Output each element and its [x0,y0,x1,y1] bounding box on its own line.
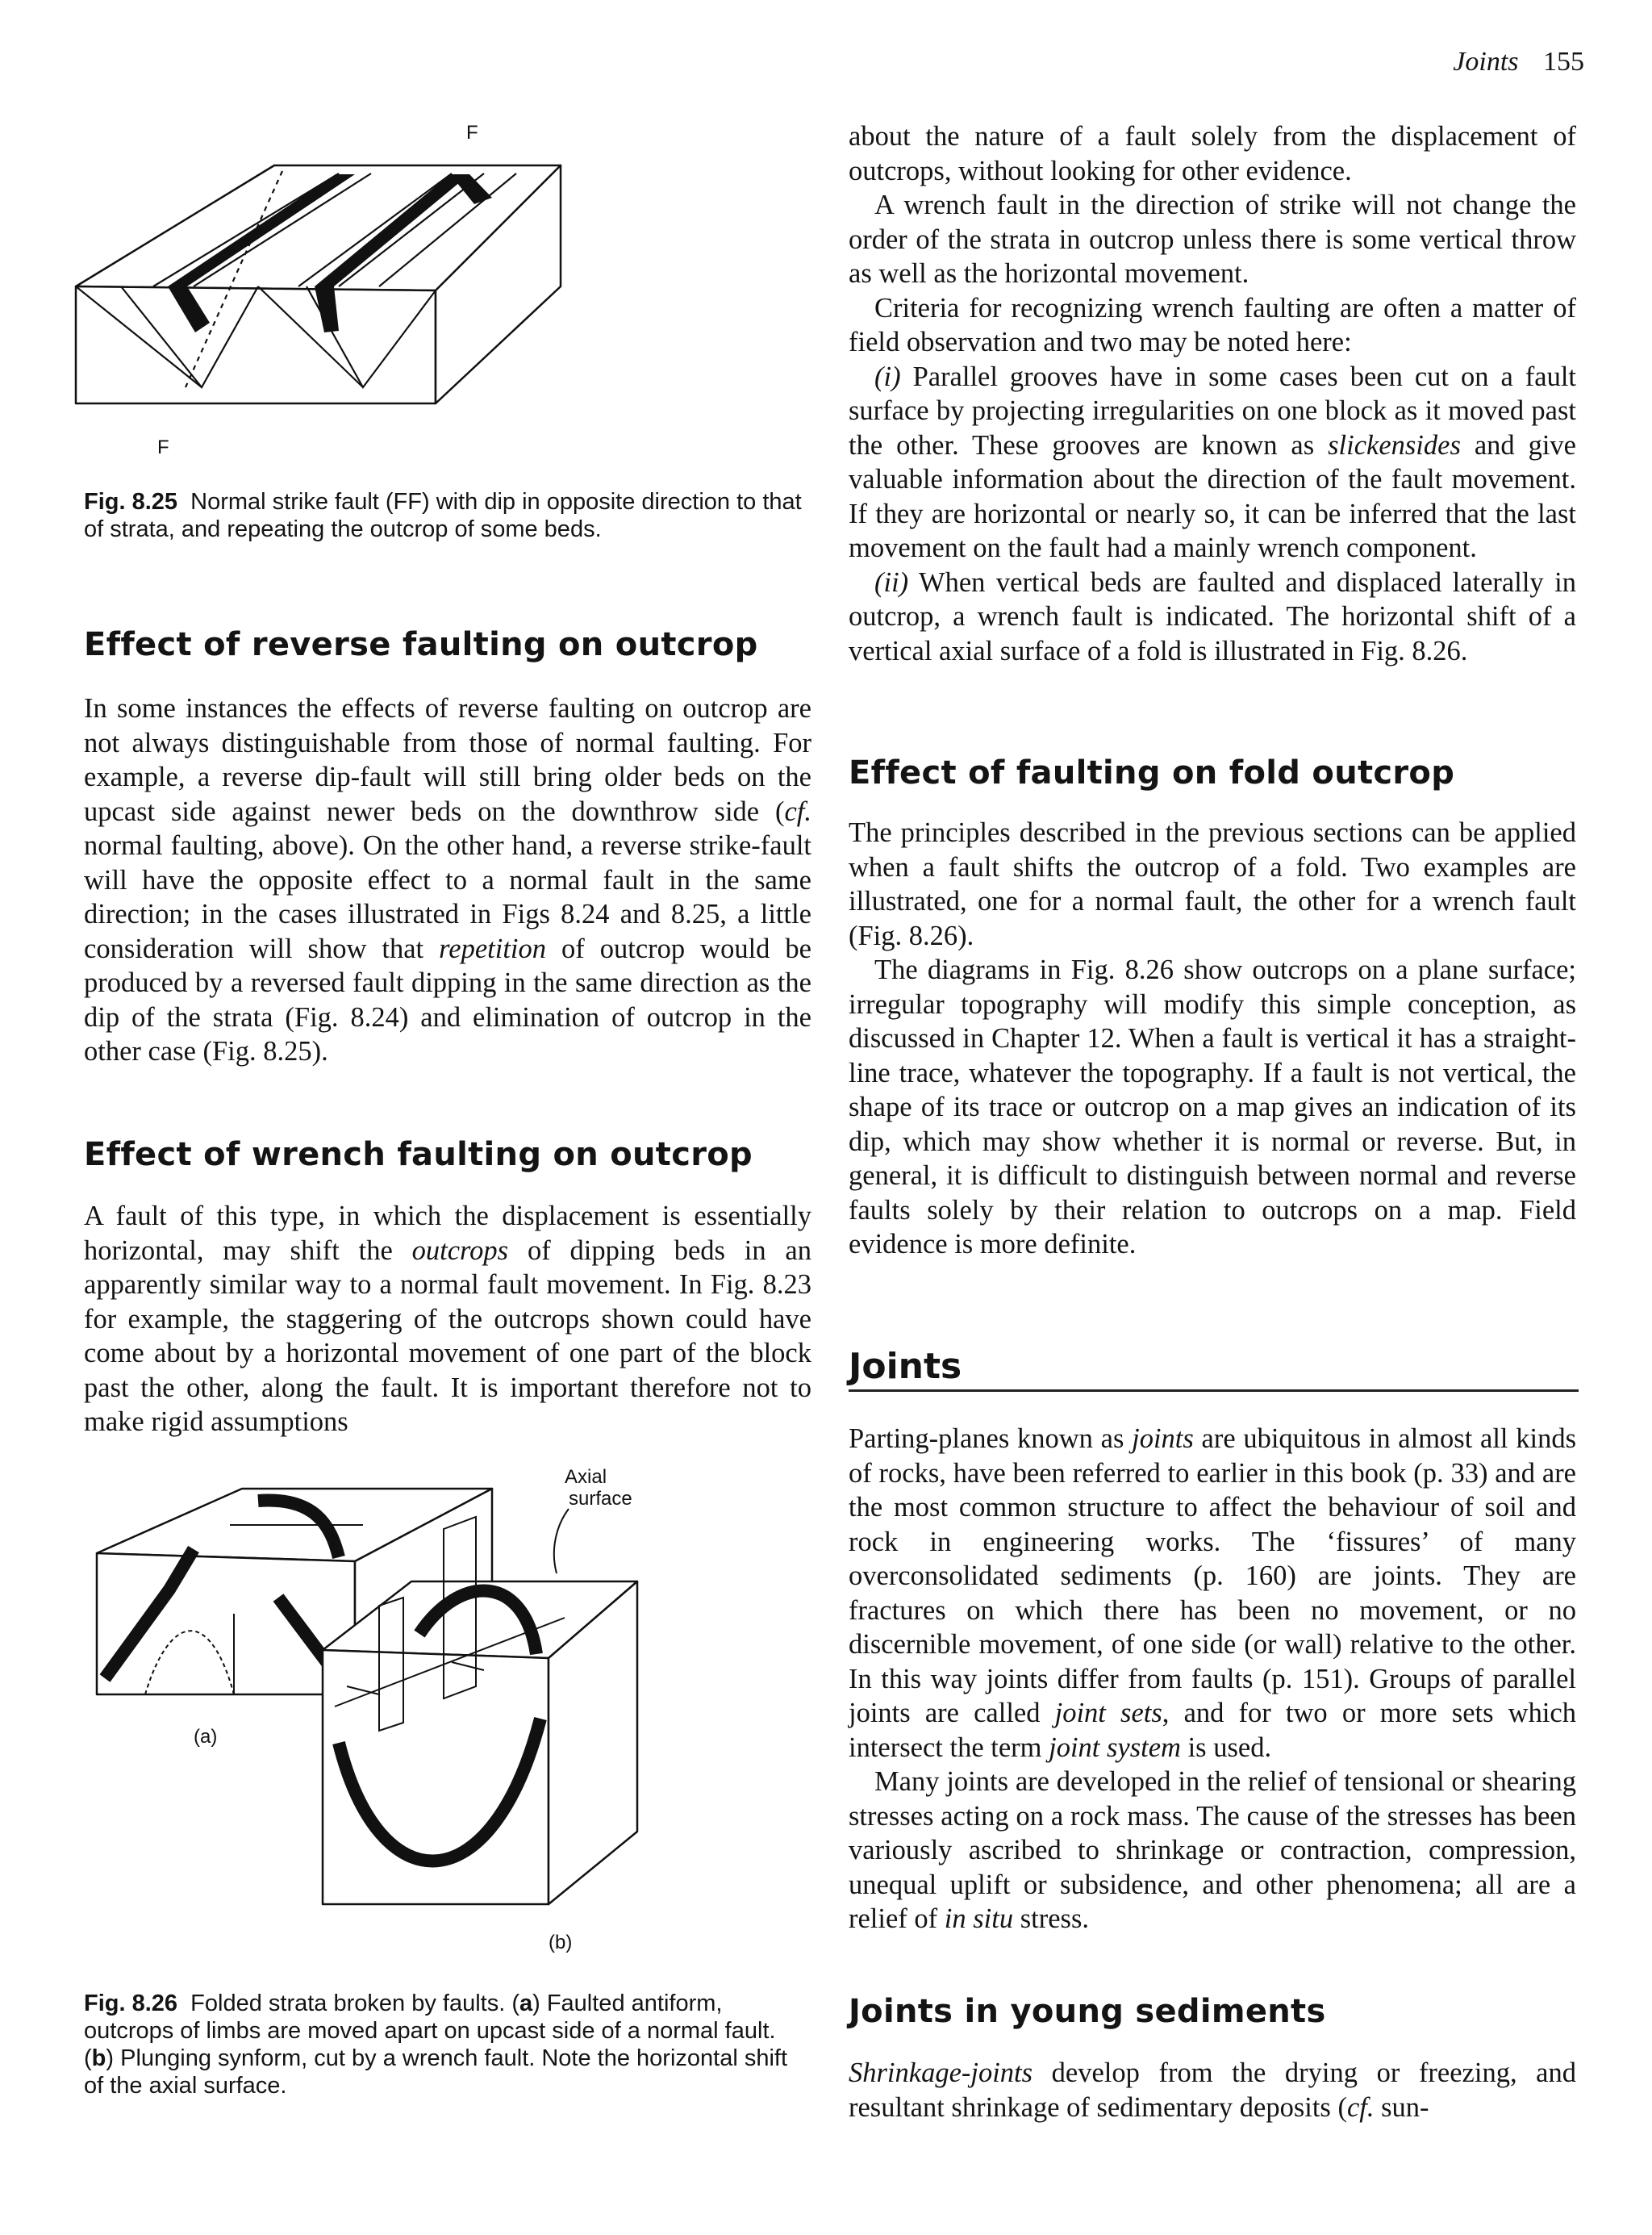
text-run-italic: joints [1132,1423,1194,1454]
section-reverse [84,626,811,1069]
page-number: 155 [1543,47,1584,77]
joints-p1 [849,1422,1576,1765]
reverse-paragraph [84,691,811,1069]
heading-young-sediments: Joints in young sediments [849,1993,1326,2030]
running-head [1453,47,1584,77]
text-run: of outcrop would be produced by a reversed fault dipping in the same direction as the dip of the strata (Fig. 8.24) and elimination of outcrop in the other case (Fig. 8.25). [84,933,811,1067]
fig825-front-face [76,286,436,403]
text-run: of dipping beds in an apparently similar way to a normal fault movement. In Fig. 8.23 for example, the staggering of the outcrops shown could have come about by a horizontal movement of one part of the block past the other, along the fault. It is important therefore not to make rigid assumptions [84,1234,811,1437]
text-run-italic: in situ [944,1903,1014,1934]
text-run: are ubiquitous in almost all kinds of rocks, have been referred to earlier in this book (p. 33) and are the most common structure to affect the behaviour of soil and rock in engineering works. The ‘fissures’ of many overconsolidated sediments (p. 160) are joints. They are fractures on which there has been no movement, or no discernible movement, of one side (or wall) relative to the other. In this way joints differ from faults (p. 151). Groups of parallel joints are called [849,1423,1576,1728]
fig825-caption-number: Fig. 8.25 [84,489,178,515]
section-fold [849,754,1576,1262]
text-run: normal faulting, above). On the other hand, a reverse strike-fault will have the opposite effect to a normal fault in the same direction; in the cases illustrated in Figs 8.24 and 8.25, a little consideration will show that [84,830,811,964]
wrench-paragraph [84,1199,811,1439]
heading-wrench-faulting: Effect of wrench faulting on outcrop [84,1136,753,1173]
text-run-italic: slickensides [1328,429,1461,461]
fig826-label-a: (a) [194,1726,218,1748]
right-p2: A wrench fault in the direction of strike will not change the order of the strata in outcrop unless there is some vertical throw as well as the horizontal movement. [849,190,1576,289]
text-run: Parallel grooves have in some cases been cut on a fault surface by projecting irregularities on one block as it moved past the other. These grooves are known as [849,361,1576,461]
figure-8-26-drawing [73,1452,734,1977]
text-run: Parting-planes known as [849,1423,1133,1454]
text-run-italic: cf. [1346,2091,1375,2123]
heading-fold-outcrop: Effect of faulting on fold outcrop [849,754,1455,792]
heading-reverse-faulting: Effect of reverse faulting on outcrop [84,626,758,663]
caption-run: ) Faulted antiform, outcrops of limbs are moved apart on upcast side of a normal fault. ( [84,1991,776,2071]
text-run-italic: (ii) [874,566,909,598]
text-run: Many joints are developed in the relief of tensional or shearing stresses acting on a rock mass. The cause of the stresses has been variously ascribed to shrinkage or contraction, compression, unequal uplift or subsidence, and other phenomena; all are a relief of [849,1766,1576,1934]
section-joints [849,1346,1576,1387]
fig825-caption-text: Normal strike fault (FF) with dip in opposite direction to that of strata, and repeating the outcrop of some beds. [84,489,802,542]
text-run: A fault of this type, in which the displacement is essentially horizontal, may shift the [84,1201,811,1266]
text-run: stress. [1013,1903,1089,1934]
young-p1 [849,2056,1576,2124]
caption-run-bold: a [519,1991,533,2016]
right-p4 [849,360,1576,566]
fig826-label-b: (b) [549,1932,573,1953]
joints-p2 [849,1765,1576,1936]
fig826a-front [97,1553,355,1694]
right-p3: Criteria for recognizing wrench faulting are often a matter of field observation and two may be noted here: [849,292,1576,357]
section-young-sediments [849,1993,1576,2124]
text-run: When vertical beds are faulted and displaced laterally in outcrop, a wrench fault is indicated. The horizontal shift of a vertical axial surface of a fold is illustrated in Fig. 8.26. [849,566,1576,666]
text-run: and give valuable information about the direction of the fault movement. If they are horizontal or nearly so, it can be inferred that the last movement on the fault had a mainly wrench component. [849,429,1576,563]
joints-rule [849,1389,1579,1392]
text-run-italic: outcrops [411,1234,509,1266]
fig826-caption-number: Fig. 8.26 [84,1991,178,2016]
text-run: sun- [1374,2091,1429,2123]
running-title: Joints [1453,47,1519,77]
fold-p1: The principles described in the previous sections can be applied when a fault shifts the outcrop of a fold. Two examples are illustrated, one for a normal fault, the other for a wrench fault (Fig. 8.26). [849,817,1576,951]
text-run-italic: repetition [439,933,547,964]
fig826-axial-leader [554,1509,569,1573]
text-run-italic: (i) [874,361,901,392]
fig825-label-bottom: F [157,437,169,458]
fold-p2: The diagrams in Fig. 8.26 show outcrops on a plane surface; irregular topography will modify this simple conception, as discussed in Chapter 12. When a fault is vertical it has a straight-line trace, whatever the topography. If a fault is not vertical, the shape of its trace or outcrop on a map gives an indication of its dip, which may show whether it is normal or reverse. But, in general, it is difficult to distinguish between normal and reverse faults solely by their relation to outcrops on a map. Field evidence is more definite. [849,955,1576,1260]
figure-8-25-drawing [73,121,589,460]
section-wrench [84,1136,811,1439]
right-intro [849,119,1576,668]
text-run: is used. [1180,1732,1272,1763]
text-run: , and for two or more sets which intersect the term [849,1698,1576,1763]
joints-body [849,1422,1576,1936]
heading-joints: Joints [849,1346,962,1387]
text-run: In some instances the effects of reverse faulting on outcrop are not always distinguishable from those of normal faulting. For example, a reverse dip-fault will still bring older beds on the upcast side against newer beds on the downthrow side ( [84,693,811,827]
right-p1: about the nature of a fault solely from the displacement of outcrops, without looking for other evidence. [849,121,1576,186]
caption-run: Folded strata broken by faults. ( [190,1991,519,2016]
text-run: develop from the drying or freezing, and resultant shrinkage of sedimentary deposits ( [849,2057,1576,2123]
text-run-italic: joint system [1049,1732,1181,1763]
text-run-italic: joint sets [1054,1698,1162,1728]
text-run-italic: Shrinkage-joints [849,2057,1033,2088]
caption-run: ) Plunging synform, cut by a wrench fault. Note the horizontal shift of the axial surface. [84,2045,788,2099]
text-run-italic: cf. [784,796,811,827]
right-p5 [849,566,1576,669]
fig826-label-surface: surface [569,1488,632,1510]
figure-8-26-caption [84,1990,811,2099]
caption-run-bold: b [91,2045,106,2071]
fig825-label-top: F [466,122,478,144]
figure-8-25-caption [84,488,811,543]
fig826-label-axial: Axial [565,1466,607,1488]
